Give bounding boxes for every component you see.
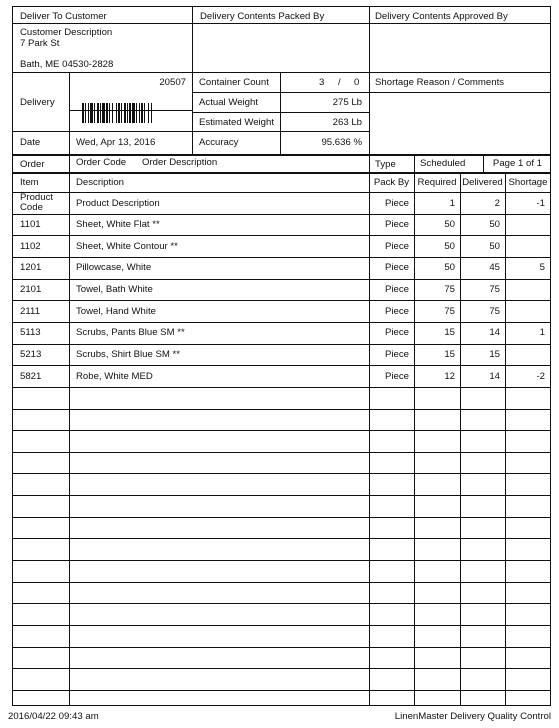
- divider: [280, 72, 281, 156]
- divider: [192, 6, 193, 156]
- estimated-weight-label: Estimated Weight: [199, 117, 275, 128]
- row-divider: [12, 625, 551, 626]
- row-divider: [12, 409, 551, 410]
- type-value: Scheduled: [420, 158, 466, 169]
- barcode-bar: [129, 103, 131, 123]
- cell-required: 50: [444, 262, 455, 274]
- row-divider: [12, 430, 551, 431]
- type-label: Type: [375, 159, 396, 170]
- print-timestamp: 2016/04/22 09:43 am: [8, 711, 99, 722]
- row-divider: [12, 365, 551, 366]
- address-line2: Bath, ME 04530-2828: [20, 59, 114, 70]
- cell-shortage: 1: [539, 327, 545, 339]
- barcode-image: [82, 103, 183, 123]
- cell-required: 12: [444, 370, 455, 382]
- row-divider: [12, 538, 551, 539]
- cell-delivered: 14: [489, 370, 500, 382]
- row-divider: [12, 322, 551, 323]
- row-divider: [12, 473, 551, 474]
- cell-pack-by: Piece: [385, 197, 409, 209]
- shortage-reason-label: Shortage Reason / Comments: [375, 77, 505, 88]
- barcode-bar: [88, 103, 89, 123]
- barcode-bar: [141, 103, 143, 123]
- cell-required: 1: [449, 197, 455, 209]
- row-divider: [12, 560, 551, 561]
- column-header-item: Item: [20, 177, 39, 188]
- barcode-bar: [132, 103, 135, 123]
- row-divider: [12, 452, 551, 453]
- divider: [192, 92, 369, 93]
- date-label: Date: [20, 137, 41, 148]
- cell-description: Product Description: [76, 197, 160, 209]
- cell-shortage: -1: [536, 197, 545, 209]
- page-indicator: Page 1 of 1: [492, 158, 542, 169]
- container-count-value: 3: [319, 77, 325, 88]
- approved-by-label: Delivery Contents Approved By: [375, 11, 508, 22]
- row-divider: [12, 300, 551, 301]
- cell-description: Sheet, White Contour **: [76, 240, 178, 252]
- column-header-required: Required: [417, 177, 457, 188]
- packed-by-label: Delivery Contents Packed By: [200, 11, 325, 22]
- barcode-bar: [151, 103, 152, 123]
- actual-weight-label: Actual Weight: [199, 97, 259, 108]
- order-code-label: Order Code: [76, 157, 127, 168]
- accuracy-value: 95.636 %: [321, 137, 362, 148]
- deliver-to-label: Deliver To Customer: [20, 11, 107, 22]
- divider: [69, 154, 70, 172]
- cell-item-code: 5821: [20, 370, 42, 382]
- cell-item-code: Product Code: [20, 192, 54, 213]
- cell-pack-by: Piece: [385, 240, 409, 252]
- barcode-bar: [136, 103, 137, 123]
- divider: [369, 6, 370, 156]
- cell-description: Scrubs, Shirt Blue SM **: [76, 349, 180, 361]
- cell-item-code: 1101: [20, 219, 41, 231]
- row-divider: [12, 387, 551, 388]
- barcode-bar: [82, 103, 84, 123]
- cell-item-code: 5113: [20, 327, 41, 339]
- cell-required: 15: [444, 327, 455, 339]
- cell-pack-by: Piece: [385, 262, 409, 274]
- cell-pack-by: Piece: [385, 305, 409, 317]
- barcode-bar: [109, 103, 110, 123]
- container-separator: /: [338, 77, 341, 88]
- cell-description: Sheet, White Flat **: [76, 219, 160, 231]
- cell-item-code: 5213: [20, 349, 42, 361]
- cell-pack-by: Piece: [385, 349, 409, 361]
- cell-required: 15: [444, 349, 455, 361]
- barcode-bar: [85, 103, 86, 123]
- barcode-bar: [144, 103, 145, 123]
- row-divider: [12, 668, 551, 669]
- delivery-number: 20507: [159, 77, 186, 88]
- barcode-bar: [139, 103, 140, 123]
- barcode-bar: [90, 103, 93, 123]
- divider: [12, 172, 551, 174]
- row-divider: [12, 214, 551, 215]
- cell-delivered: 75: [489, 305, 500, 317]
- cell-required: 50: [444, 219, 455, 231]
- container-count-label: Container Count: [199, 77, 269, 88]
- cell-description: Scrubs, Pants Blue SM **: [76, 327, 185, 339]
- order-label: Order: [20, 159, 45, 170]
- customer-desc-label: Customer Description: [20, 27, 113, 38]
- row-divider: [12, 647, 551, 648]
- barcode-bar: [121, 103, 122, 123]
- row-divider: [12, 279, 551, 280]
- row-divider: [12, 603, 551, 604]
- cell-item-code: 2111: [20, 305, 40, 317]
- cell-delivered: 45: [489, 262, 500, 274]
- cell-description: Robe, White MED: [76, 370, 153, 382]
- accuracy-label: Accuracy: [199, 137, 239, 148]
- estimated-weight-value: 263 Lb: [332, 117, 362, 128]
- cell-description: Pillowcase, White: [76, 262, 152, 274]
- delivery-form: [12, 6, 551, 706]
- row-divider: [12, 582, 551, 583]
- barcode-bar: [106, 103, 108, 123]
- divider: [192, 131, 369, 132]
- app-name: LinenMaster Delivery Quality Control: [394, 711, 551, 722]
- actual-weight-value: 275 Lb: [332, 97, 362, 108]
- row-divider: [12, 495, 551, 496]
- divider: [369, 154, 370, 172]
- barcode-bar: [116, 103, 117, 123]
- cell-required: 75: [444, 305, 455, 317]
- cell-delivered: 14: [489, 327, 500, 339]
- cell-required: 75: [444, 284, 455, 296]
- container-total-value: 0: [354, 77, 360, 88]
- divider: [192, 112, 369, 113]
- cell-description: Towel, Bath White: [76, 284, 153, 296]
- cell-shortage: 5: [539, 262, 545, 274]
- barcode-bar: [97, 103, 99, 123]
- column-header-pack-by: Pack By: [373, 177, 410, 188]
- column-header-description: Description: [76, 177, 124, 188]
- barcode-bar: [127, 103, 128, 123]
- cell-delivered: 50: [489, 240, 500, 252]
- row-divider: [12, 344, 551, 345]
- row-divider: [12, 192, 551, 193]
- row-divider: [12, 517, 551, 518]
- row-divider: [12, 257, 551, 258]
- divider: [12, 72, 551, 73]
- column-header-shortage: Shortage: [508, 177, 548, 188]
- column-header-delivered: Delivered: [462, 177, 503, 188]
- barcode-bar: [94, 103, 95, 123]
- row-divider: [12, 690, 551, 691]
- cell-item-code: 1102: [20, 240, 41, 252]
- cell-pack-by: Piece: [385, 219, 409, 231]
- barcode-bar: [118, 103, 120, 123]
- row-divider: [12, 235, 551, 236]
- cell-shortage: -2: [536, 370, 545, 382]
- cell-description: Towel, Hand White: [76, 305, 156, 317]
- cell-pack-by: Piece: [385, 327, 409, 339]
- cell-required: 50: [444, 240, 455, 252]
- barcode-bar: [100, 103, 101, 123]
- cell-delivered: 50: [489, 219, 500, 231]
- divider: [414, 154, 415, 172]
- barcode-bar: [124, 103, 126, 123]
- cell-pack-by: Piece: [385, 370, 409, 382]
- divider: [69, 72, 70, 156]
- divider: [12, 154, 551, 156]
- delivery-label: Delivery: [20, 97, 55, 108]
- divider: [12, 23, 551, 24]
- cell-pack-by: Piece: [385, 284, 409, 296]
- cell-delivered: 15: [489, 349, 500, 361]
- cell-delivered: 75: [489, 284, 500, 296]
- barcode-bar: [148, 103, 149, 123]
- cell-delivered: 2: [494, 197, 500, 209]
- barcode-bar: [102, 103, 105, 123]
- barcode-bar: [112, 103, 113, 123]
- order-desc-label: Order Description: [142, 157, 218, 168]
- address-line1: 7 Park St: [20, 38, 60, 49]
- cell-item-code: 2101: [20, 284, 42, 296]
- cell-item-code: 1201: [20, 262, 42, 274]
- date-value: Wed, Apr 13, 2016: [76, 137, 156, 148]
- divider: [369, 92, 551, 93]
